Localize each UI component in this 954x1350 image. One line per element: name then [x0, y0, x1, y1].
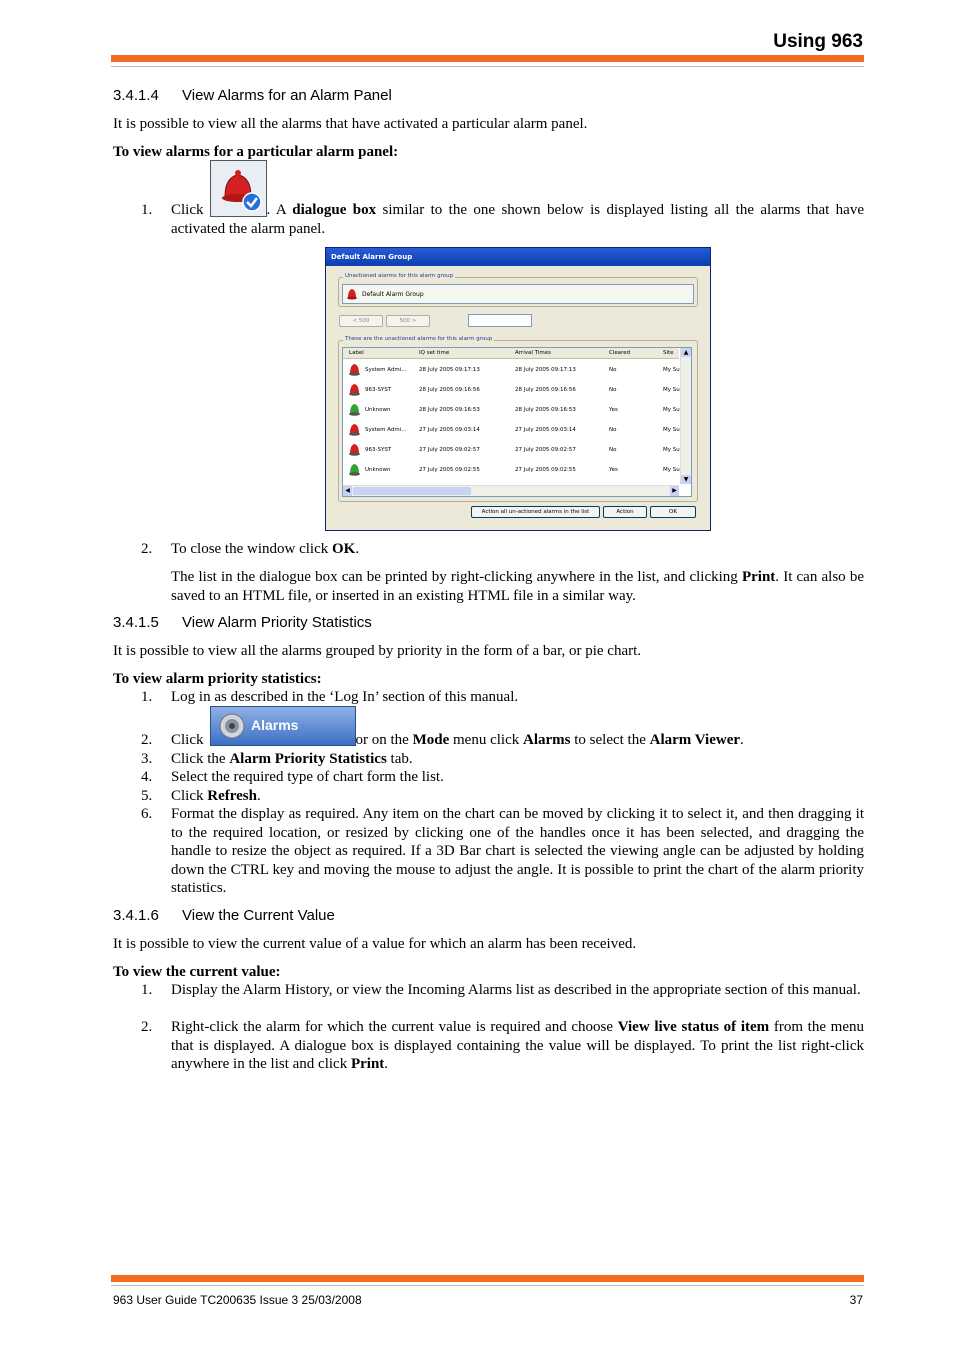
cell-iq: 27 July 2005 09:03:14 [419, 427, 480, 433]
prev-500-button[interactable]: < 500 [339, 315, 383, 327]
dialog-title: Default Alarm Group [326, 248, 710, 266]
alarm-bell-icon [347, 422, 362, 437]
cell-arrival: 27 July 2005 09:02:55 [515, 467, 576, 473]
list-item: 3. Click the Alarm Priority Statistics tab. [141, 751, 413, 767]
cell-cleared: No [609, 387, 617, 393]
cell-arrival: 27 July 2005 09:03:14 [515, 427, 576, 433]
list-header: Label IQ set time Arrival Times Cleared Site [343, 348, 679, 359]
cell-arrival: 28 July 2005 09:16:56 [515, 387, 576, 393]
list-item: 2. Right-click the alarm for which the current value is required and choose View live status of item from the menu that is displayed. A dialogue box is displayed containing the value will be displayed. To print the list right-click anywhere in the list and click Print. [141, 1019, 864, 1072]
paragraph: It is possible to view all the alarms that have activated a particular alarm panel. [113, 116, 588, 132]
cell-cleared: Yes [609, 407, 618, 413]
ok-button[interactable]: OK [650, 506, 696, 518]
cell-iq: 28 July 2005 09:16:53 [419, 407, 480, 413]
scroll-left-arrow-icon[interactable]: ◀ [343, 486, 352, 496]
header-thin-rule [111, 66, 864, 67]
cell-site: My Su [663, 427, 680, 433]
footer-thin-rule [111, 1285, 864, 1286]
cell-iq: 28 July 2005 09:17:13 [419, 367, 480, 373]
list-item: 5. Click Refresh. [141, 788, 261, 804]
alarm-bell-icon [347, 462, 362, 477]
alarm-bell-icon [345, 287, 359, 301]
action-all-button[interactable]: Action all un-actioned alarms in the list [471, 506, 600, 518]
group-name-box[interactable]: Default Alarm Group [342, 284, 694, 304]
list-item: 2. To close the window click OK. [141, 541, 360, 557]
cell-label: 963-SYST [365, 387, 392, 393]
table-row[interactable] [343, 379, 679, 399]
list-item: 4. Select the required type of chart form the list. [141, 769, 444, 785]
group-unactioned: Unactioned alarms for this alarm group Default Alarm Group [338, 277, 698, 307]
cell-site: My Su [663, 467, 680, 473]
cell-label: System Admi... [365, 427, 407, 433]
subheading: To view the current value: [113, 964, 281, 980]
cell-arrival: 28 July 2005 09:17:13 [515, 367, 576, 373]
section-heading-priority-statistics: 3.4.1.5 View Alarm Priority Statistics [113, 614, 372, 631]
cell-label: Unknown [365, 407, 391, 413]
subheading: To view alarm priority statistics: [113, 671, 322, 687]
paragraph: It is possible to view the current value of a value for which an alarm has been received. [113, 936, 637, 952]
dialog-default-alarm-group [325, 247, 711, 531]
table-row[interactable] [343, 399, 679, 419]
cell-cleared: Yes [609, 467, 618, 473]
next-500-button[interactable]: 500 > [386, 315, 430, 327]
footer-rule [111, 1275, 864, 1282]
scroll-thumb[interactable] [353, 487, 471, 495]
table-row[interactable] [343, 459, 679, 479]
scroll-right-arrow-icon[interactable]: ▶ [670, 486, 679, 496]
scroll-down-arrow-icon[interactable]: ▼ [681, 475, 691, 484]
page-number: 37 [849, 1293, 863, 1307]
footer-doc-info: 963 User Guide TC200635 Issue 3 25/03/2008 [113, 1293, 362, 1307]
list-item: 1. Log in as described in the ‘Log In’ section of this manual. [141, 689, 519, 705]
table-row[interactable] [343, 359, 679, 379]
table-row[interactable] [343, 419, 679, 439]
group-alarm-list: These are the unactioned alarms for this alarm group [338, 340, 698, 502]
list-item: 6. Format the display as required. Any item on the chart can be moved by clicking it to select it, and then dragging it to the required location, or resized by clicking one of the handles once it has been selected, and dragging the handle to resize the object as required. If a 3D Bar chart is selected the viewing angle can be adjusted by holding down the CTRL key and moving the mouse to adjust the angle. It is possible to print the chart of the alarm priority statistics. [141, 806, 864, 896]
cell-iq: 28 July 2005 09:16:56 [419, 387, 480, 393]
cell-cleared: No [609, 367, 617, 373]
alarms-button-label: Alarms [251, 717, 299, 733]
header-rule [111, 55, 864, 62]
section-heading-view-alarms: 3.4.1.4 View Alarms for an Alarm Panel [113, 87, 392, 104]
paragraph-note: The list in the dialogue box can be printed by right-clicking anywhere in the list, and clicking Print. It can also be saved to an HTML file, or inserted in an existing HTML file in a similar way. [171, 569, 864, 604]
cell-site: My Su [663, 447, 680, 453]
table-row[interactable] [343, 439, 679, 459]
search-input[interactable] [468, 314, 532, 327]
cell-site: My Su [663, 387, 680, 393]
cell-label: Unknown [365, 467, 391, 473]
cell-iq: 27 July 2005 09:02:57 [419, 447, 480, 453]
cell-site: My Su [663, 407, 680, 413]
cell-cleared: No [609, 447, 617, 453]
section-heading-current-value: 3.4.1.6 View the Current Value [113, 907, 335, 924]
list-item: 2. Click or on the Mode menu click Alarms to select the Alarm Viewer. [141, 732, 744, 748]
scroll-up-arrow-icon[interactable]: ▲ [681, 348, 691, 357]
cell-label: System Admi... [365, 367, 407, 373]
paragraph: It is possible to view all the alarms grouped by priority in the form of a bar, or pie chart. [113, 643, 642, 659]
list-item: 1. Click . A dialogue box similar to the one shown below is displayed listing all the alarms that have activated the alarm panel. [141, 202, 864, 237]
cell-site: My Su [663, 367, 680, 373]
alarm-bell-icon [347, 362, 362, 377]
alarm-list[interactable] [342, 347, 692, 497]
alarm-bell-icon [347, 382, 362, 397]
subheading: To view alarms for a particular alarm panel: [113, 144, 399, 160]
list-item: 1. Display the Alarm History, or view the Incoming Alarms list as described in the appropriate section of this manual. [141, 982, 861, 998]
horizontal-scrollbar[interactable] [343, 485, 679, 496]
alarm-bell-icon [347, 442, 362, 457]
vertical-scrollbar[interactable] [680, 348, 691, 484]
cell-label: 963-SYST [365, 447, 392, 453]
action-button[interactable]: Action [603, 506, 647, 518]
cell-iq: 27 July 2005 09:02:55 [419, 467, 480, 473]
alarm-bell-icon [347, 402, 362, 417]
cell-arrival: 27 July 2005 09:02:57 [515, 447, 576, 453]
cell-arrival: 28 July 2005 09:16:53 [515, 407, 576, 413]
page-header-title: Using 963 [773, 31, 863, 52]
cell-cleared: No [609, 427, 617, 433]
